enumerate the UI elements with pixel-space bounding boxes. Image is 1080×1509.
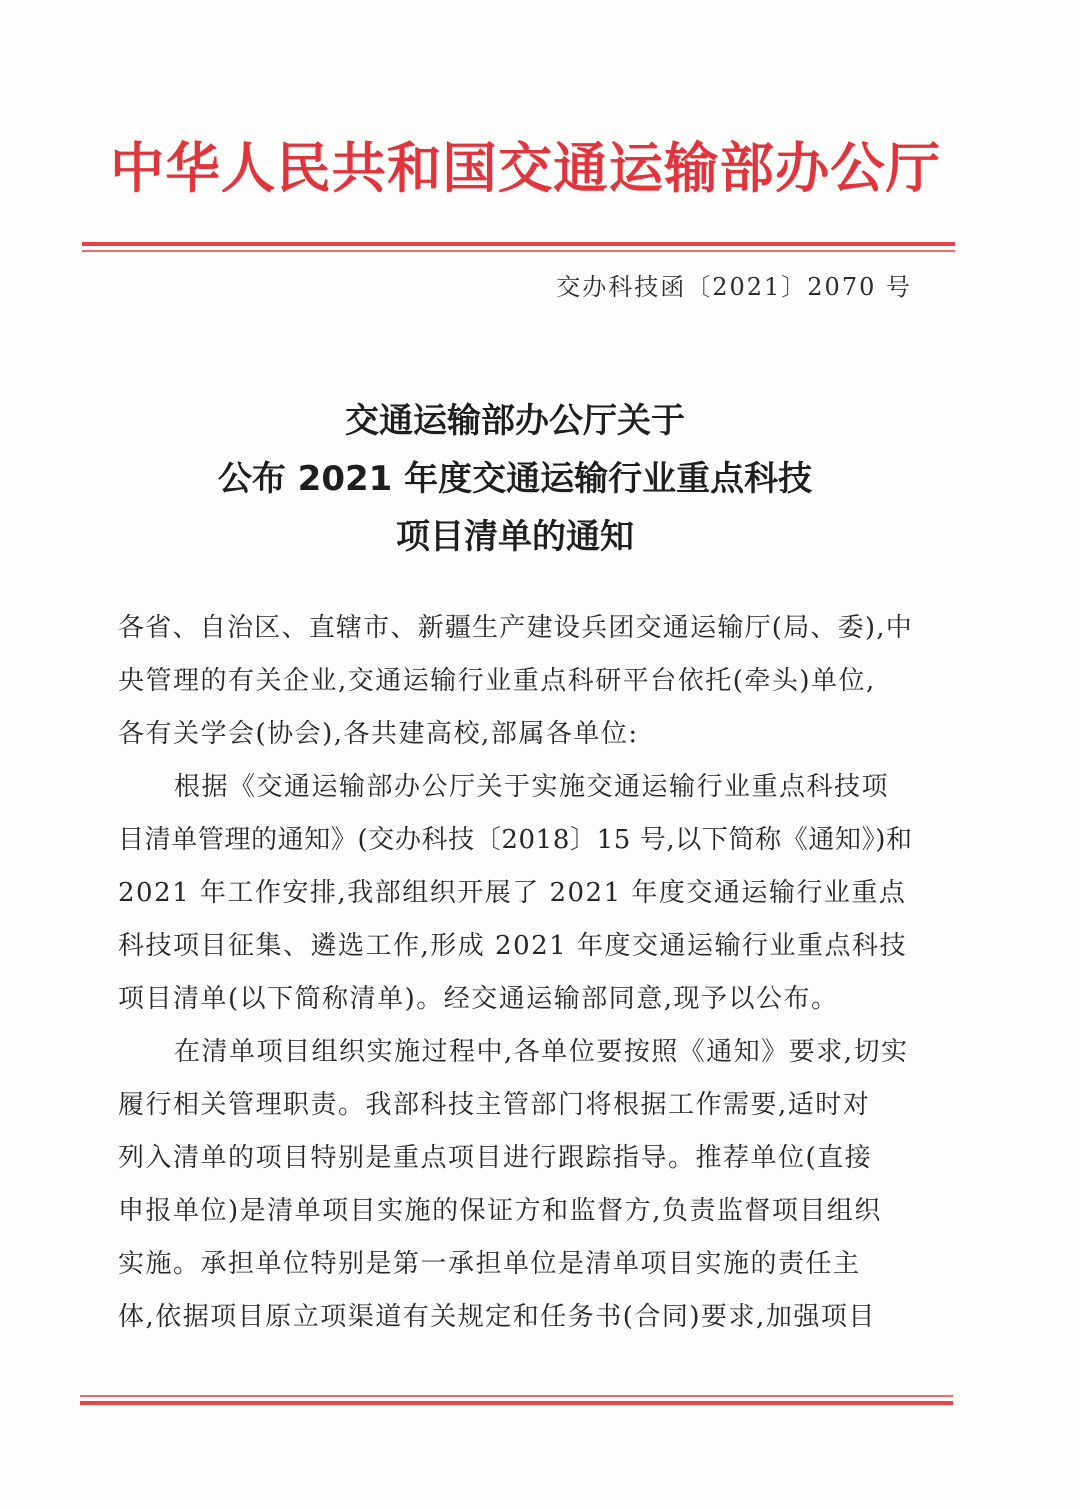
body-line: 在清单项目组织实施过程中,各单位要按照《通知》要求,切实: [174, 1037, 909, 1067]
bottom-rule-thick: [80, 1401, 953, 1405]
body-line: 科技项目征集、遴选工作,形成 2021 年度交通运输行业重点科技: [118, 931, 907, 961]
top-rule-thin: [82, 250, 955, 252]
title-line-2: 公布 2021 年度交通运输行业重点科技: [217, 459, 813, 499]
body-line: 各省、自治区、直辖市、新疆生产建设兵团交通运输厅(局、委),中: [118, 613, 914, 643]
body-line: 申报单位)是清单项目实施的保证方和监督方,负责监督项目组织: [118, 1196, 882, 1226]
body-line: 实施。承担单位特别是第一承担单位是清单项目实施的责任主: [118, 1249, 861, 1279]
agency-masthead: 中华人民共和国交通运输部办公厅: [110, 136, 942, 200]
bottom-red-rule: [80, 1395, 953, 1405]
body-line: 目清单管理的通知》(交办科技〔2018〕15 号,以下简称《通知》)和: [118, 825, 913, 855]
document-number: 交办科技函〔2021〕2070 号: [556, 273, 912, 301]
title-line-1: 交通运输部办公厅关于: [345, 401, 685, 441]
top-rule-thick: [82, 242, 955, 246]
body-line: 根据《交通运输部办公厅关于实施交通运输行业重点科技项: [174, 772, 890, 802]
body-line: 履行相关管理职责。我部科技主管部门将根据工作需要,适时对: [118, 1090, 871, 1120]
body-line: 体,依据项目原立项渠道有关规定和任务书(合同)要求,加强项目: [118, 1302, 876, 1332]
document-body: [118, 602, 913, 1344]
body-line: 各有关学会(协会),各共建高校,部属各单位:: [118, 719, 639, 749]
body-line: 央管理的有关企业,交通运输行业重点科研平台依托(牵头)单位,: [118, 666, 876, 696]
bottom-rule-thin: [80, 1395, 953, 1397]
body-line: 列入清单的项目特别是重点项目进行跟踪指导。推荐单位(直接: [118, 1143, 873, 1173]
body-line: 项目清单(以下简称清单)。经交通运输部同意,现予以公布。: [118, 984, 839, 1014]
title-line-3: 项目清单的通知: [396, 517, 634, 557]
body-line: 2021 年工作安排,我部组织开展了 2021 年度交通运输行业重点: [118, 878, 907, 908]
document-title: [120, 392, 910, 566]
